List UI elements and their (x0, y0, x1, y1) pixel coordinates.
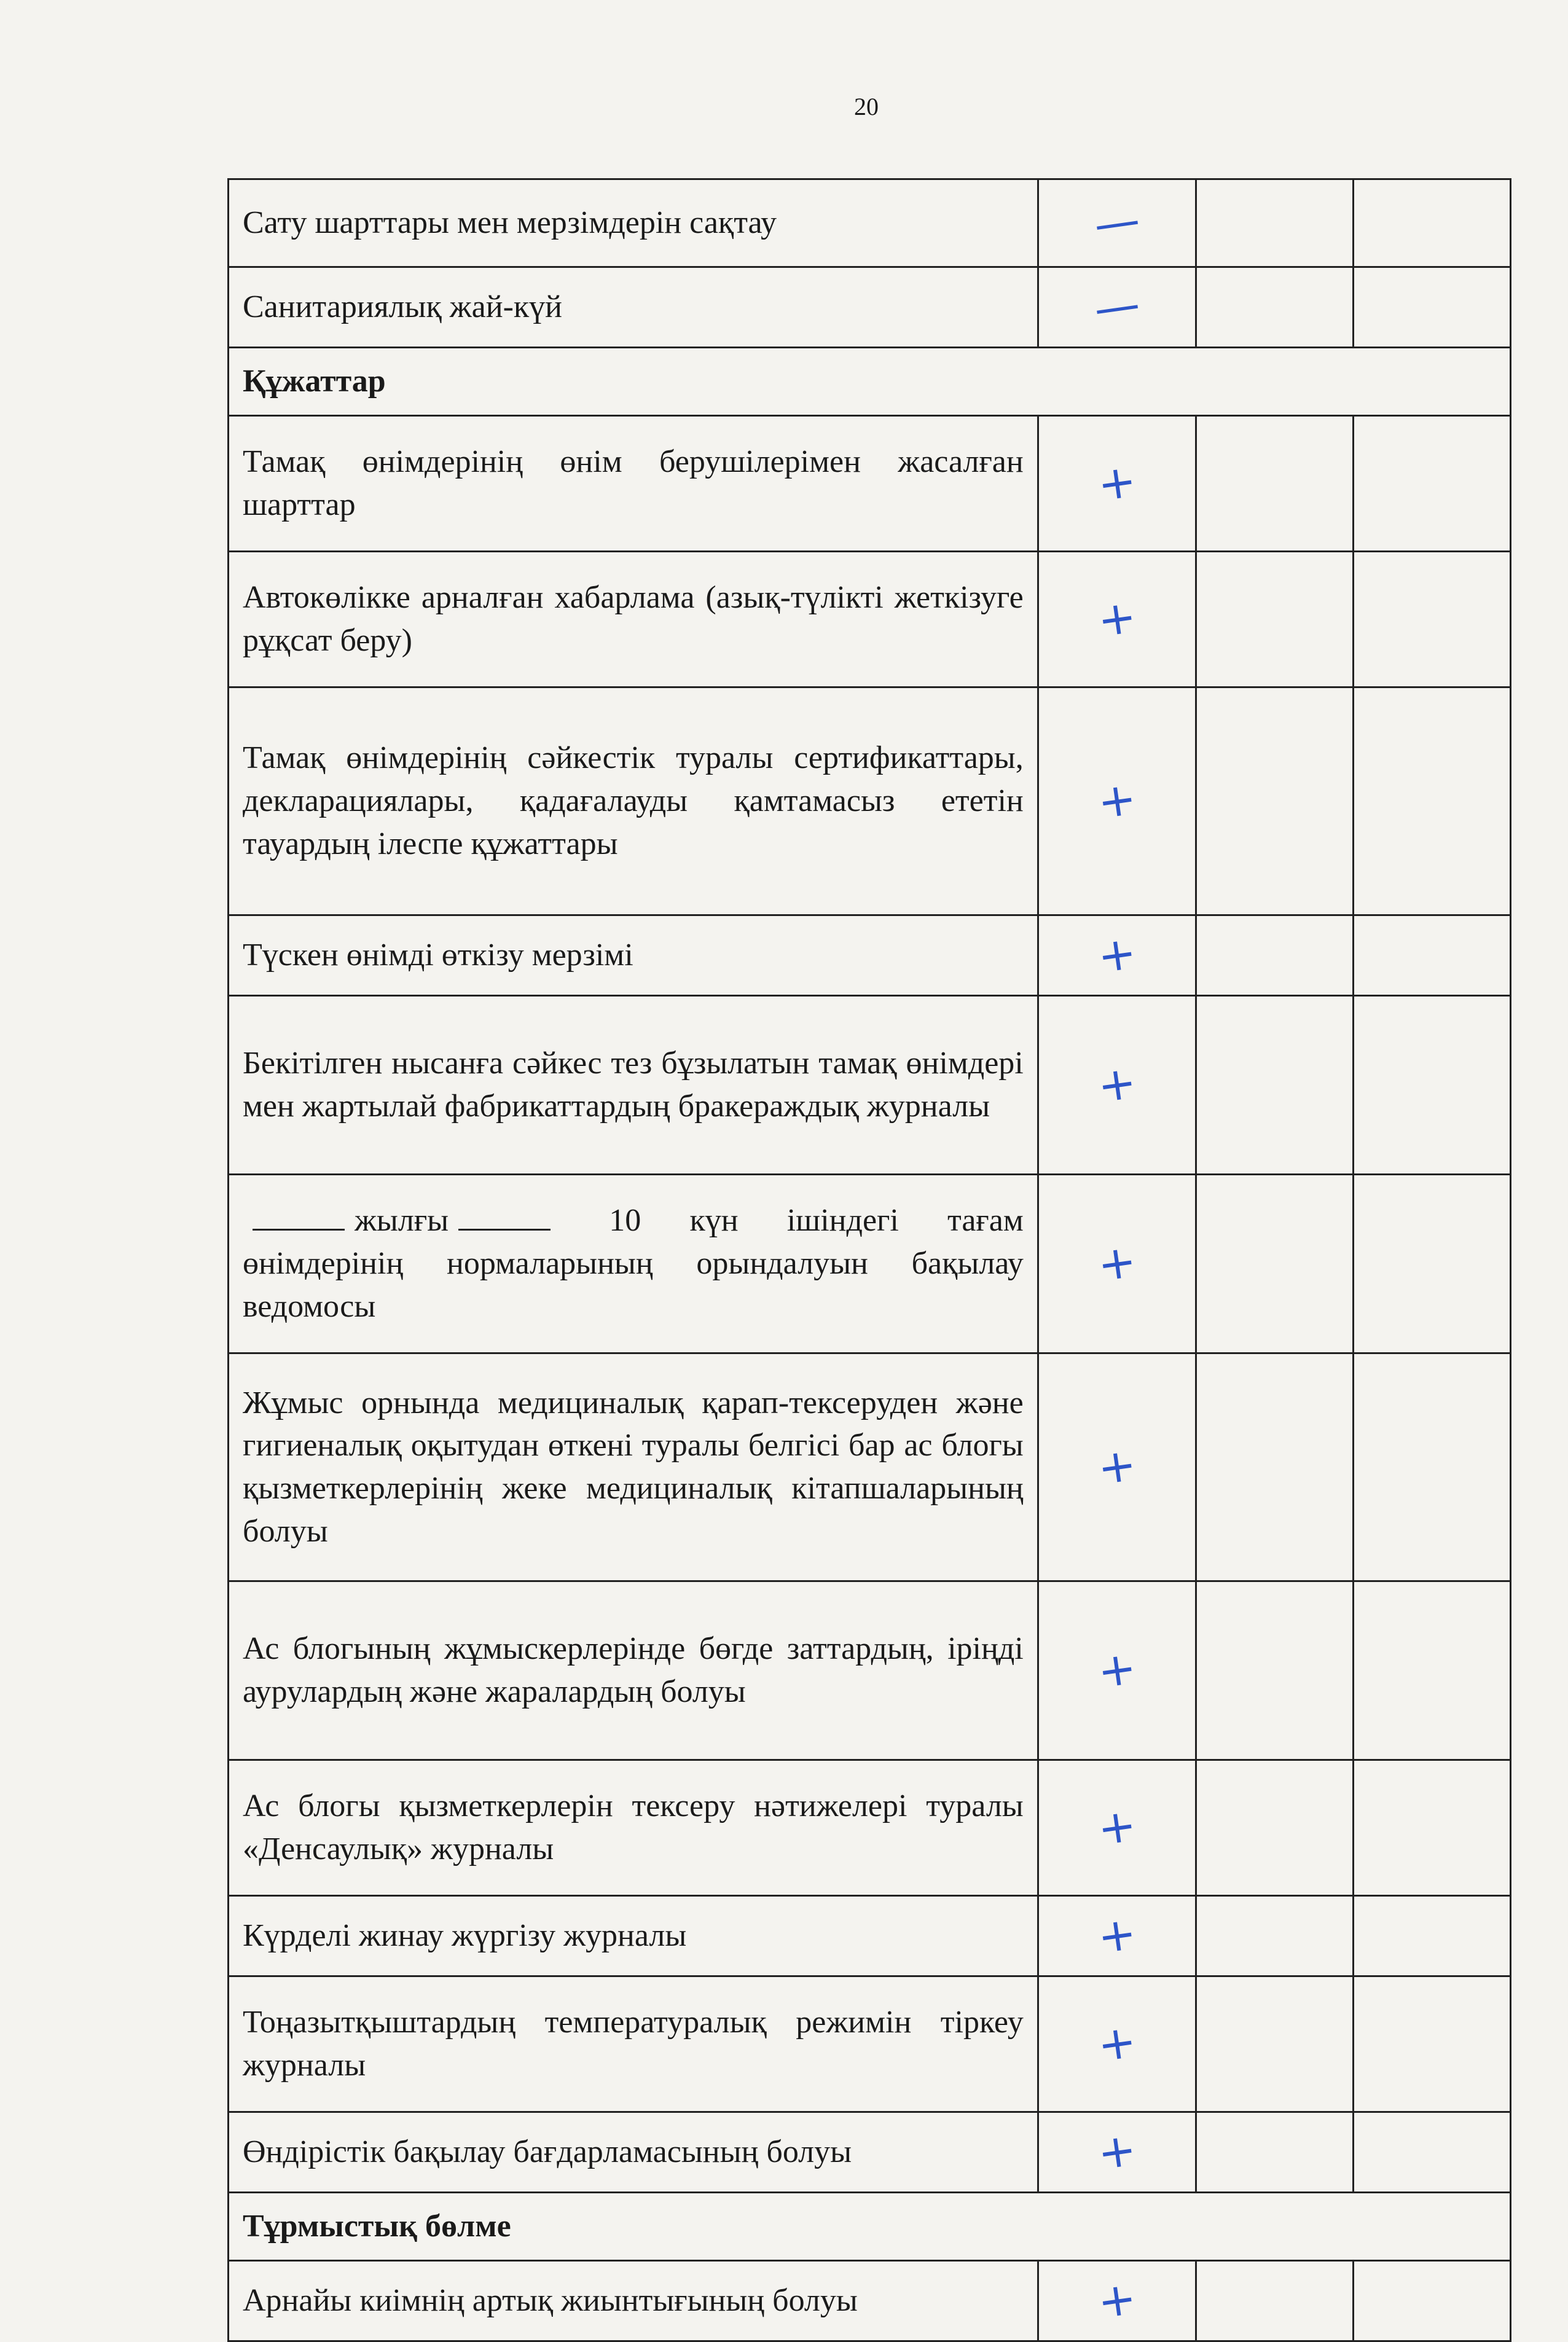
pen-plus-mark: + (1094, 2123, 1140, 2181)
table-row (229, 1760, 1511, 1896)
empty-cell (1196, 1760, 1353, 1896)
row-label: Сату шарттары мен мерзімдерін сақтау (229, 179, 1038, 267)
check-mark (1038, 2112, 1196, 2193)
table-row (229, 687, 1511, 915)
table-row (229, 2112, 1511, 2193)
pen-dash-mark: — (1091, 277, 1143, 337)
pen-plus-mark: + (1094, 772, 1140, 830)
check-mark (1038, 1581, 1196, 1760)
empty-cell (1196, 416, 1353, 552)
empty-cell (1353, 687, 1510, 915)
row-label: Арнайы киімнің артық жиынтығының болуы (229, 2261, 1038, 2341)
empty-cell (1353, 1353, 1510, 1581)
check-mark (1038, 552, 1196, 687)
empty-cell (1353, 1976, 1510, 2112)
empty-cell (1196, 1896, 1353, 1976)
pen-plus-mark: + (1094, 2015, 1140, 2073)
section-heading: Құжаттар (229, 348, 1511, 416)
row-label: жылғы 10 күн ішіндегі тағам өнімдерінің нормаларының орындалуын бақылау ведомосы (229, 1175, 1038, 1353)
empty-cell (1353, 416, 1510, 552)
table-row (229, 1581, 1511, 1760)
blank-line (253, 1200, 345, 1231)
empty-cell (1353, 1175, 1510, 1353)
row-label: Санитариялық жай-күй (229, 267, 1038, 348)
table-row (229, 915, 1511, 996)
table-row (229, 1175, 1511, 1353)
table-row (229, 996, 1511, 1175)
row-label: Тоңазытқыштардың температуралық режимін тіркеу журналы (229, 1976, 1038, 2112)
pen-dash-mark: — (1091, 193, 1143, 253)
table-row (229, 179, 1511, 267)
empty-cell (1353, 2261, 1510, 2341)
check-mark (1038, 996, 1196, 1175)
check-mark (1038, 915, 1196, 996)
empty-cell (1196, 552, 1353, 687)
pen-plus-mark: + (1094, 926, 1140, 984)
row-label: Күрделі жинау жүргізу журналы (229, 1896, 1038, 1976)
empty-cell (1196, 1976, 1353, 2112)
empty-cell (1353, 996, 1510, 1175)
empty-cell (1353, 1581, 1510, 1760)
pen-plus-mark: + (1094, 2271, 1140, 2330)
row-label: Тамақ өнімдерінің сәйкестік туралы сертификаттары, декларациялары, қадағалауды қамтамасыз ететін тауардың ілеспе құжаттары (229, 687, 1038, 915)
check-mark (1038, 1976, 1196, 2112)
check-mark (1038, 1175, 1196, 1353)
check-mark (1038, 1896, 1196, 1976)
row-label: Ас блогы қызметкерлерін тексеру нәтижелері туралы «Денсаулық» журналы (229, 1760, 1038, 1896)
empty-cell (1353, 915, 1510, 996)
empty-cell (1196, 267, 1353, 348)
check-mark (1038, 1760, 1196, 1896)
empty-cell (1353, 2112, 1510, 2193)
table-row (229, 267, 1511, 348)
empty-cell (1196, 2261, 1353, 2341)
empty-cell (1353, 267, 1510, 348)
pen-plus-mark: + (1094, 1438, 1140, 1496)
empty-cell (1353, 1896, 1510, 1976)
row-label: Автокөлікке арналған хабарлама (азық-түлікті жеткізуге рұқсат беру) (229, 552, 1038, 687)
row-label: Өндірістік бақылау бағдарламасының болуы (229, 2112, 1038, 2193)
pen-plus-mark: + (1094, 1234, 1140, 1293)
check-mark (1038, 267, 1196, 348)
checklist-page (227, 178, 1511, 2342)
empty-cell (1196, 179, 1353, 267)
page-number: 20 (854, 93, 879, 120)
table-row (229, 1353, 1511, 1581)
row-label: Бекітілген нысанға сәйкес тез бұзылатын тамақ өнімдері мен жартылай фабрикаттардың бракераждық журналы (229, 996, 1038, 1175)
empty-cell (1353, 179, 1510, 267)
pen-plus-mark: + (1094, 1055, 1140, 1114)
section-heading: Тұрмыстық бөлме (229, 2193, 1511, 2261)
section-row (229, 348, 1511, 416)
empty-cell (1196, 1175, 1353, 1353)
pen-plus-mark: + (1094, 1798, 1140, 1857)
empty-cell (1353, 552, 1510, 687)
table-row (229, 1976, 1511, 2112)
check-mark (1038, 1353, 1196, 1581)
checklist-table (227, 178, 1511, 2342)
empty-cell (1353, 1760, 1510, 1896)
table-row (229, 416, 1511, 552)
pen-plus-mark: + (1094, 590, 1140, 648)
pen-plus-mark: + (1094, 454, 1140, 512)
empty-cell (1196, 687, 1353, 915)
check-mark (1038, 2261, 1196, 2341)
row-label: Тамақ өнімдерінің өнім берушілерімен жасалған шарттар (229, 416, 1038, 552)
row-label: Ас блогының жұмыскерлерінде бөгде заттардың, іріңді аурулардың және жаралардың болуы (229, 1581, 1038, 1760)
table-row (229, 552, 1511, 687)
empty-cell (1196, 1581, 1353, 1760)
empty-cell (1196, 915, 1353, 996)
pen-plus-mark: + (1094, 1641, 1140, 1699)
section-row (229, 2193, 1511, 2261)
empty-cell (1196, 1353, 1353, 1581)
check-mark (1038, 416, 1196, 552)
empty-cell (1196, 2112, 1353, 2193)
table-row (229, 1896, 1511, 1976)
empty-cell (1196, 996, 1353, 1175)
table-row (229, 2261, 1511, 2341)
row-label: Жұмыс орнында медициналық қарап-тексеруден және гигиеналық оқытудан өткені туралы белгісі бар ас блогы қызметкерлерінің жеке медициналық кітапшаларының болуы (229, 1353, 1038, 1581)
pen-plus-mark: + (1094, 1906, 1140, 1965)
blank-line (458, 1200, 551, 1231)
row-label: Түскен өнімді өткізу мерзімі (229, 915, 1038, 996)
year-blank-prefix: жылғы (243, 1203, 560, 1238)
check-mark (1038, 687, 1196, 915)
check-mark (1038, 179, 1196, 267)
